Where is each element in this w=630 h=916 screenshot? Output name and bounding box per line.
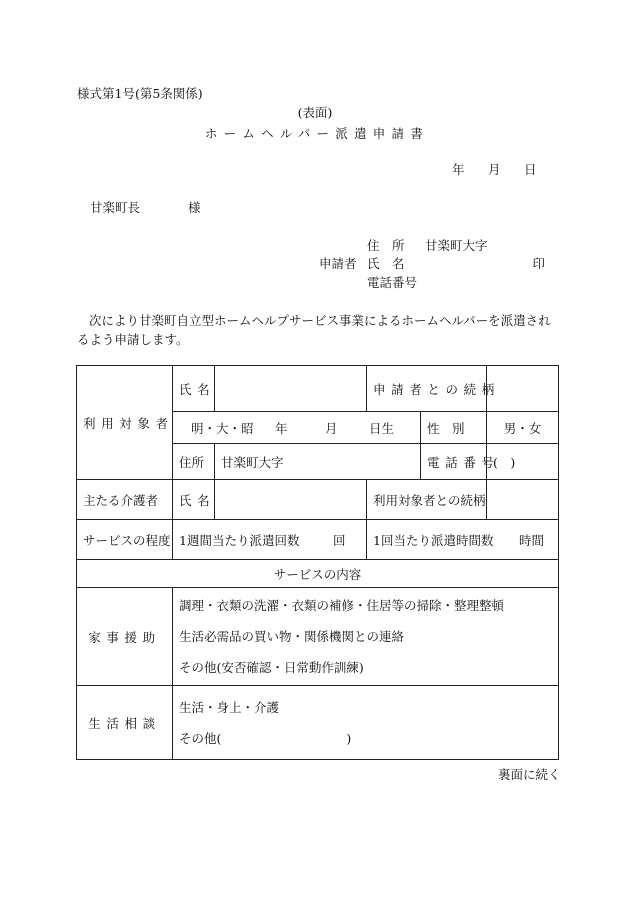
application-form-table <box>76 365 559 760</box>
hours-per-visit-field[interactable] <box>367 520 559 560</box>
housework-item[interactable]: その他(安否確認・日常動作訓練) <box>179 660 364 675</box>
consultation-label: 生活相談 <box>77 686 173 760</box>
service-content-label: サービスの内容 <box>77 560 559 588</box>
subject-address-value[interactable]: 甘楽町大字 <box>215 444 421 480</box>
birth-era-options: 明・大・昭 <box>191 420 254 436</box>
addressee-name: 甘楽町長 <box>90 200 141 215</box>
housework-item[interactable]: 調理・衣類の洗濯・衣類の補修・住居等の掃除・整理整頓 <box>179 598 505 613</box>
hours-unit: 時間 <box>519 532 545 548</box>
intro-text: 次により甘楽町自立型ホームヘルプサービス事業によるホームヘルパーを派遣されるよう申請します。 <box>77 313 551 347</box>
applicant-tel-label: 電話番号 <box>367 275 418 290</box>
addressee-honorific: 様 <box>188 200 201 215</box>
consultation-items <box>173 686 559 760</box>
visits-per-week-label: 1週間当たり派遣回数 <box>179 532 300 548</box>
visits-per-week-field[interactable] <box>173 520 367 560</box>
table-row <box>77 366 559 412</box>
seal-mark: 印 <box>532 256 545 271</box>
relation-to-subject-label: 利用対象者との続柄 <box>367 480 487 520</box>
date-month-label: 月 <box>488 162 501 177</box>
table-row <box>77 588 559 686</box>
caregiver-label: 主たる介護者 <box>77 480 173 520</box>
date-year-label: 年 <box>452 162 465 177</box>
form-number: 様式第1号(第5条関係) <box>77 86 203 101</box>
table-row <box>77 686 559 760</box>
subject-tel-value[interactable]: ( ) <box>487 444 559 480</box>
page-title: ホームヘルパー派遣申請書 <box>204 126 430 141</box>
applicant-address-line <box>367 236 488 254</box>
table-row <box>77 520 559 560</box>
relation-to-subject-field[interactable] <box>487 480 559 520</box>
service-degree-label: サービスの程度 <box>77 520 173 560</box>
relation-to-applicant-label: 申請者との続柄 <box>367 366 487 412</box>
table-row <box>77 480 559 520</box>
subject-tel-label: 電話番号 <box>421 444 487 480</box>
housework-item[interactable]: 生活必需品の買い物・関係機関との連絡 <box>179 629 405 644</box>
subject-address-label: 住所 <box>173 444 215 480</box>
applicant-address-label: 住 所 <box>367 238 405 253</box>
face-label: (表面) <box>297 105 333 120</box>
applicant-heading: 申請者 <box>319 256 357 271</box>
caregiver-name-field[interactable] <box>215 480 367 520</box>
applicant-address-value: 甘楽町大字 <box>425 238 488 253</box>
hours-per-visit-label: 1回当たり派遣時間数 <box>373 532 494 548</box>
birth-day-label: 日生 <box>369 420 395 436</box>
gender-options[interactable]: 男・女 <box>487 412 559 444</box>
date-line <box>452 160 537 178</box>
subject-name-label: 氏名 <box>173 366 215 412</box>
caregiver-name-label: 氏名 <box>173 480 215 520</box>
applicant-name-label: 氏 名 <box>367 256 405 271</box>
date-day-label: 日 <box>524 162 537 177</box>
housework-label: 家事援助 <box>77 588 173 686</box>
continued-on-back-note: 裏面に続く <box>498 767 561 782</box>
consultation-item[interactable]: 生活・身上・介護 <box>179 699 280 715</box>
gender-label: 性 別 <box>421 412 487 444</box>
housework-items <box>173 588 559 686</box>
subject-name-field[interactable] <box>215 366 367 412</box>
birth-month-label: 月 <box>325 420 338 436</box>
applicant-name-line <box>367 254 547 272</box>
birth-year-label: 年 <box>275 420 288 436</box>
consultation-item[interactable]: その他( ) <box>179 730 352 746</box>
birthdate-field[interactable] <box>173 412 421 444</box>
table-row <box>77 560 559 588</box>
subject-label: 利用対象者 <box>77 366 173 480</box>
visits-unit: 回 <box>333 532 346 548</box>
addressee <box>90 198 201 216</box>
